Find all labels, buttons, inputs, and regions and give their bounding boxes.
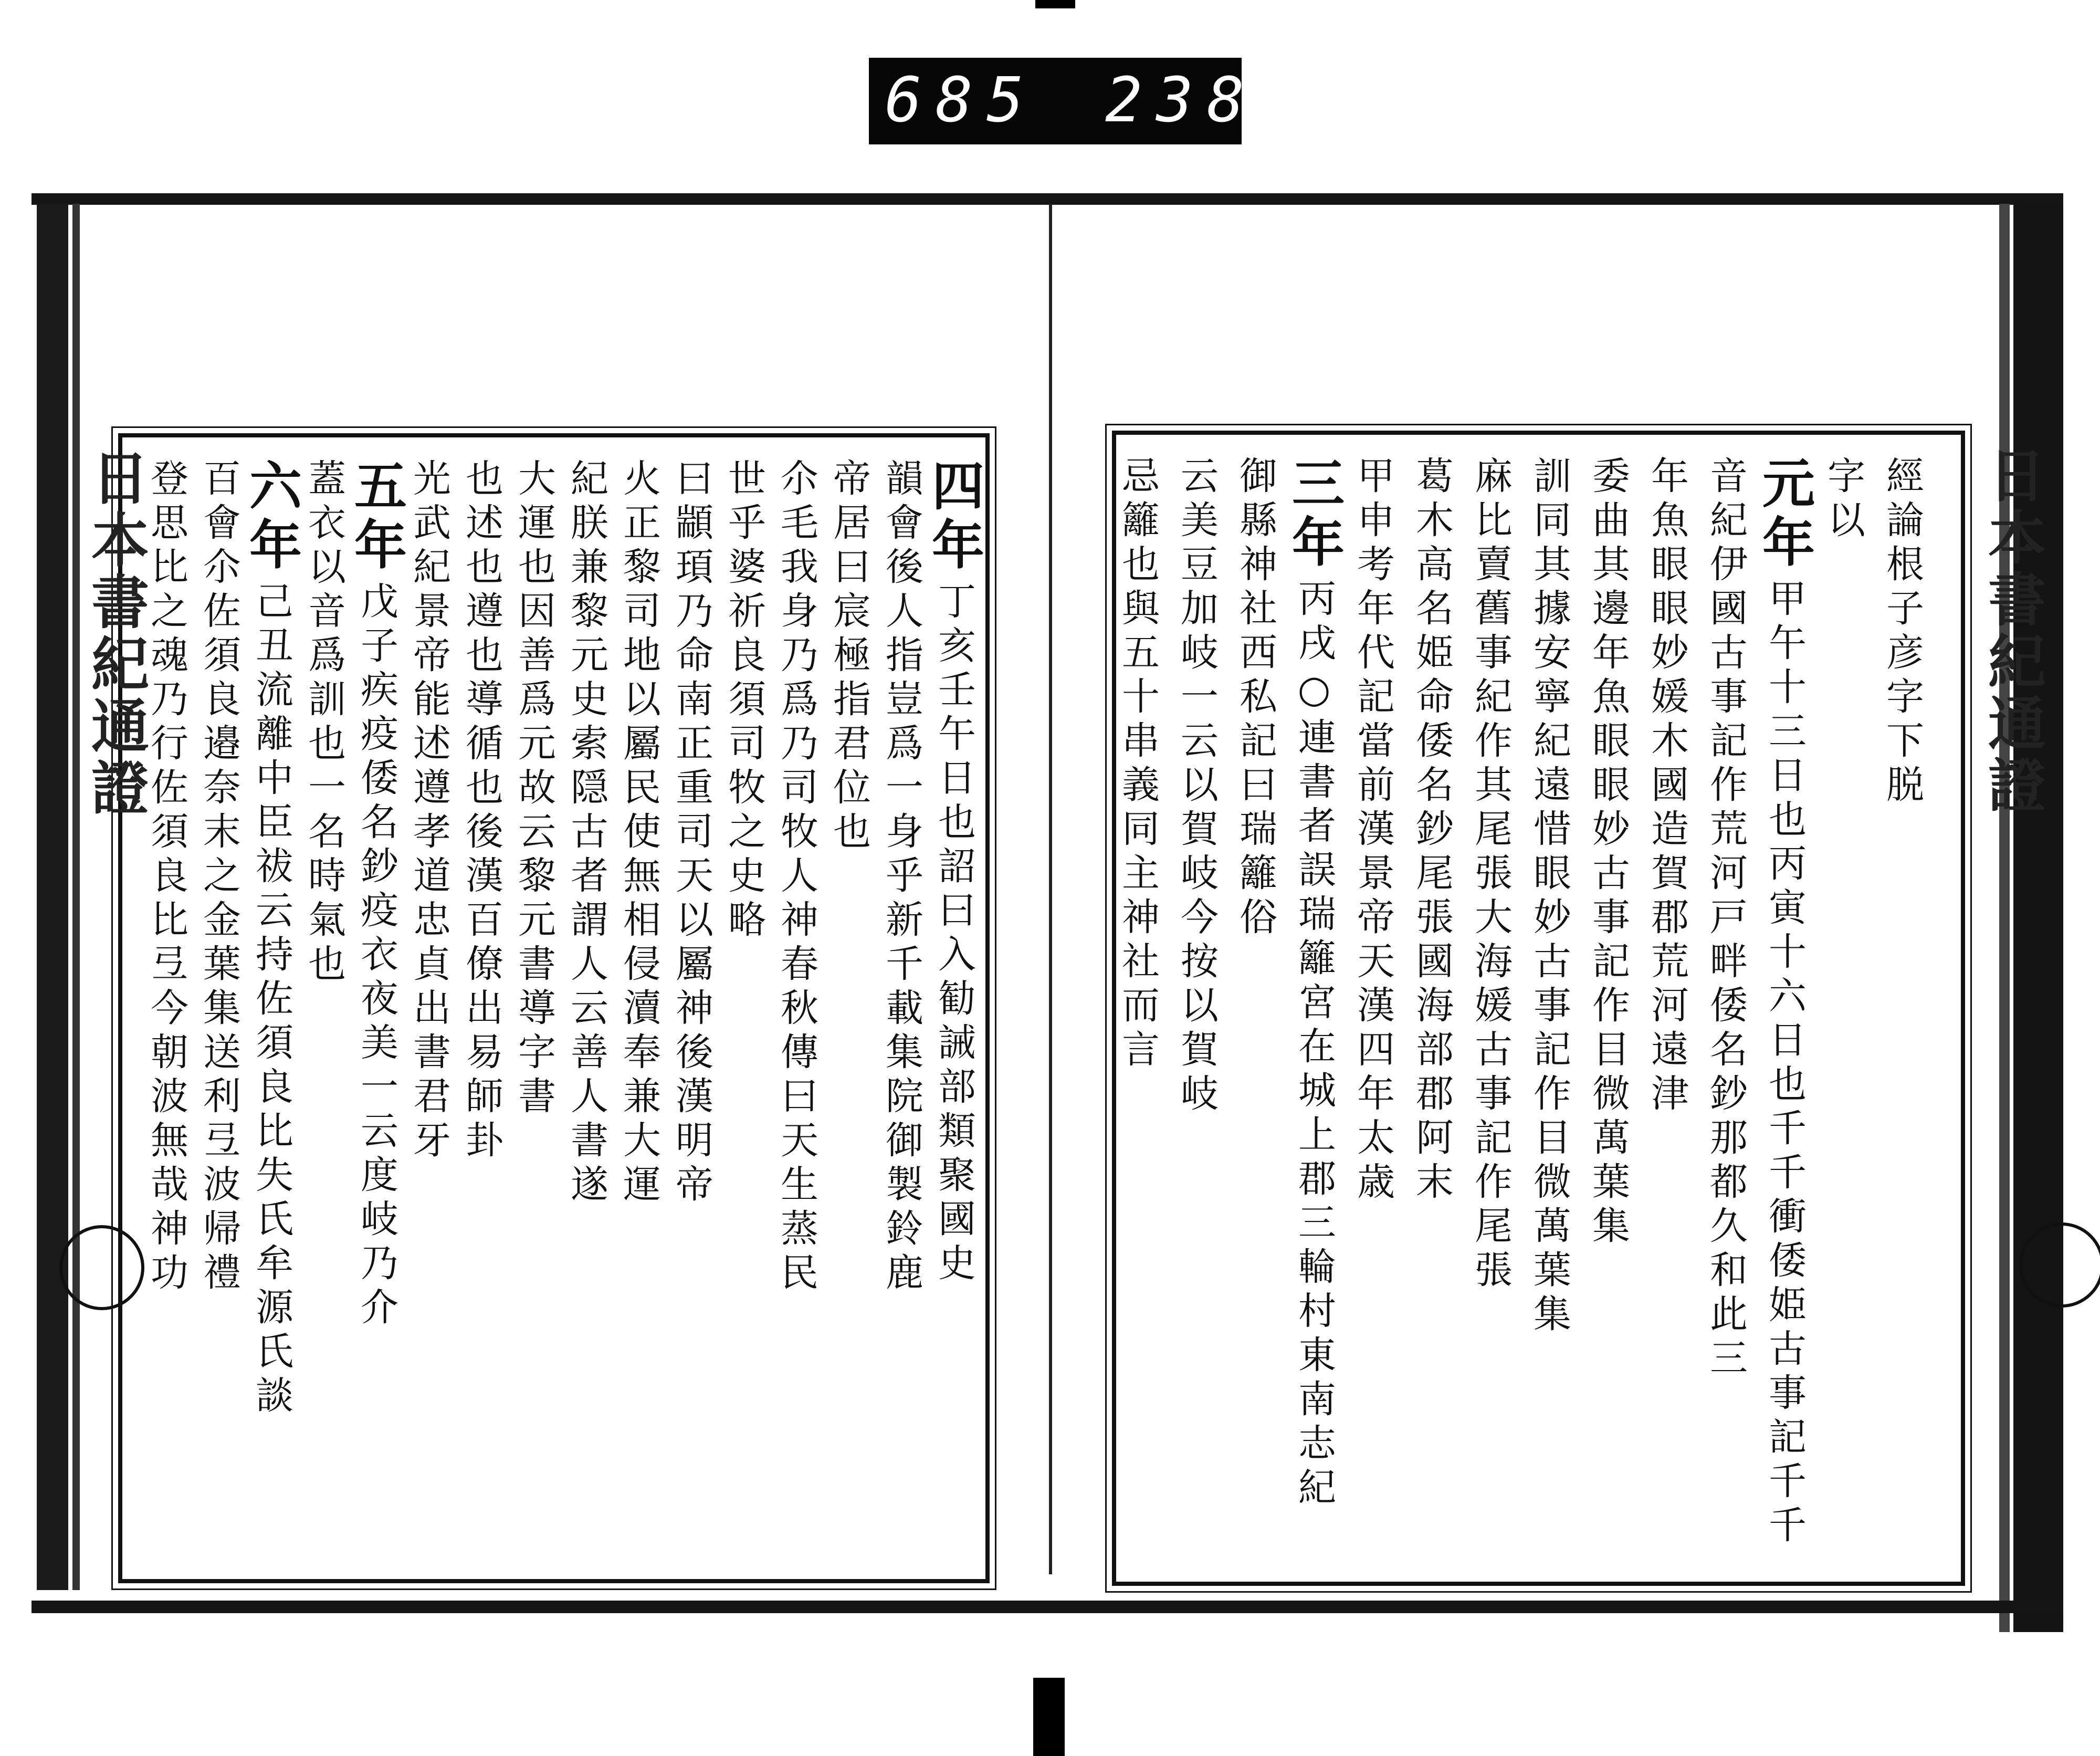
text-column [1224,456,1287,941]
column-text: 登思比之魂乃行佐須良比弖今朝波無哉神功 [144,458,188,1297]
column-text: 大運也因善爲元故云黎元書導字書 [512,458,556,1120]
year-heading: 元年 [1754,456,1815,573]
column-text: 云美豆加岐一云以賀岐今按以賀岐 [1174,456,1219,1117]
column-text: 世乎婆祈良須司牧之史略 [722,458,766,944]
left-book-edge-inner [72,204,80,1590]
year-heading: 四年 [923,458,985,576]
text-column [1341,456,1404,1206]
column-text: 丙戌○連書者誤瑞籬宮在城上郡三輪村東南志紀 [1292,579,1336,1511]
right-page-frame [1112,431,2046,1586]
left-page-frame [82,433,990,1583]
catalog-number-right: 238. [1105,64,1309,136]
bottom-page-edge [32,1601,2063,1613]
column-text: 忌籬也與五十串義同主神社而言 [1116,456,1160,1073]
column-text: 甲午十三日也丙寅十六日也千千衝倭姫古事記千千 [1762,579,1807,1549]
right-book-edge-inner [1999,204,2010,1632]
text-column [1400,456,1463,1206]
left-book-edge [37,204,68,1590]
text-column [1577,456,1640,1250]
column-text: 音紀伊國古事記作荒河戸畔倭名鈔那都久和此三 [1704,456,1748,1382]
column-text: 紀朕兼黎元史索隠古者謂人云善人書遂 [564,458,608,1208]
column-text: 帝居曰宸極指君位也 [827,458,871,855]
text-column [1635,456,1698,1117]
text-column [1753,456,1816,1549]
column-text: 光武紀景帝能述遵孝道忠貞出書君牙 [407,458,451,1164]
right-book-edge [2013,204,2063,1632]
column-text: 麻比賣舊事紀作其尾張大海媛古事記作尾張 [1468,456,1513,1294]
column-text: 蓋衣以音爲訓也一名時氣也 [302,458,346,988]
catalog-label [869,58,1309,144]
column-text: 字以 [1821,456,1865,544]
column-text: 曰顓頊乃命南正重司天以屬神後漢明帝 [669,458,713,1208]
column-text: 己丑流離中臣祓云持佐須良比失氏牟源氏談 [249,581,293,1419]
year-heading: 三年 [1283,456,1345,573]
column-text: 經論根子彦字下脱 [1880,456,1924,809]
column-text: 委曲其邊年魚眼眼妙古事記作目微萬葉集 [1586,456,1630,1250]
right-spine-title: 日本書紀通證 [1979,445,2046,817]
text-column [1459,456,1522,1294]
column-text: 火正黎司地以屬民使無相侵瀆奉兼大運 [617,458,661,1208]
column-text: 尒毛我身乃爲乃司牧人神春秋傳曰天生蒸民 [774,458,818,1297]
column-text: 訓同其據安寧紀遠惜眼妙古事記作目微萬葉集 [1527,456,1571,1338]
text-column [1694,456,1757,1382]
column-text: 甲申考年代記當前漢景帝天漢四年太歳 [1351,456,1395,1206]
year-heading: 五年 [345,458,407,576]
left-spine-title: 日本書紀通證 [82,448,150,820]
catalog-number-left: 685 [885,64,1038,136]
text-column [1283,456,1346,1511]
left-spine-circle-mark [59,1225,144,1310]
text-column [1871,456,1934,809]
top-page-edge [32,193,2063,205]
year-heading: 六年 [240,458,302,576]
text-column [1518,456,1581,1338]
bottom-binding-tab [1033,1678,1065,1756]
text-column [135,458,198,1297]
column-text: 年魚眼眼妙媛木國造賀郡荒河遠津 [1645,456,1689,1117]
text-column [1812,456,1875,544]
column-text: 也述也遵也導循也後漢百僚出易師卦 [459,458,503,1164]
column-text: 戊子疾疫倭名鈔疫衣夜美一云度岐乃介 [354,581,398,1331]
text-column [1106,456,1169,1073]
text-column [1165,456,1228,1117]
top-binding-mark [1035,0,1075,8]
column-text: 葛木高名姫命倭名鈔尾張國海部郡阿末 [1410,456,1454,1206]
column-text: 丁亥壬午日也詔曰入勧誡部類聚國史 [932,581,976,1287]
column-text: 百會尒佐須良邉奈末之金葉集送利弖波帰禮 [197,458,241,1297]
column-text: 韻會後人指豈爲一身乎新千載集院御製鈴鹿 [879,458,923,1297]
right-spine-circle-mark [2019,1222,2100,1308]
column-text: 御縣神社西私記曰瑞籬俗 [1233,456,1277,941]
center-fold [1049,204,1052,1574]
